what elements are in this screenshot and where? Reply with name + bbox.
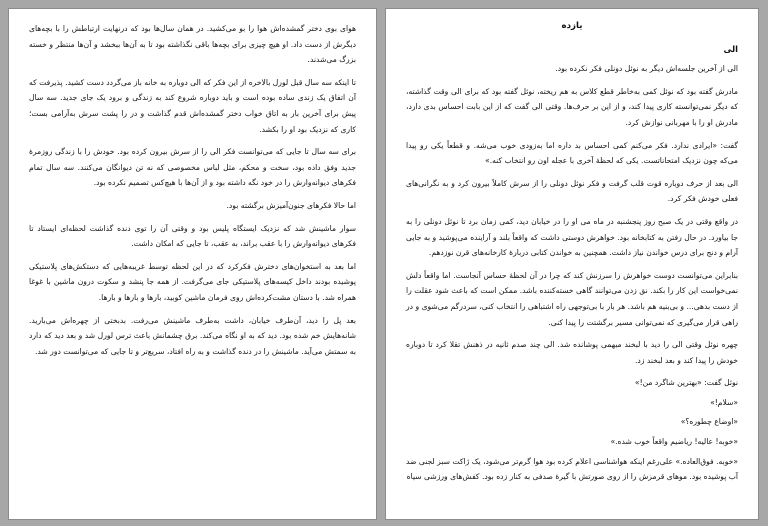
paragraph: «خوبه. فوق‌العاده.» علی‌رغم اینکه هواشناسی اعلام کرده بود هوا گرم‌تر می‌شود، یک ژاکت سبز لجنی ضد آب پوشیده بود. موهای قرمزش را از روی صورتش با گیرهٔ صدفی به کنار زده بود. کفش‌های ورزشی سیاه xyxy=(406,456,738,482)
paragraph: برای سه سال تا جایی که می‌توانست فکر الی را از سرش بیرون کرده بود. خودش را با زندگی روزمره‌ٔ جدید وفق داده بود، سخت و محکم، مثل لباس مخصوصی که نه تن دیوانگان می‌کنند. سه سال تمام فکرهای دیوانه‌وارش را در خود نگه داشته بود و از آن‌ها با هیچ‌کس تصمیم نکرده بود. xyxy=(29,147,356,188)
paragraph: مادرش گفته بود که نوئل کمی به‌خاطر قطع کلاس به هم ریخته، نوئل گفته بود که برای الی وقت گذاشته، که دیگر نمی‌توانسته کاری پیدا کند، و از این بر حرف‌ها. وقتی الی گفت که از این بابت احساس بدی دارد، مادرش او را با مهربانی نوازش کرد. xyxy=(406,86,738,127)
paragraph: بعد پل را دید، آن‌طرف خیابان، داشت به‌طرف ماشینش می‌رفت. بدبختی از چهره‌اش می‌بارید. شانه‌هایش خم شده بود. دید که به او نگاه می‌کند. برق چشمانش باعث ترس لورل شد و بعد دید که دارد به سمتش می‌آید. ماشینش را در دنده گذاشت و به راه افتاد، سریع‌تر و تا جایی که می‌توانست دور شد. xyxy=(29,315,356,356)
right-page xyxy=(385,8,759,520)
paragraph: هوای بوی دختر گمشده‌اش هوا را بو می‌کشید. در همان سال‌ها بود که درنهایت ارتباطش را با بچه‌های دیگرش از دست داد. او هیچ چیزی برای بچه‌ها باقی نگذاشته بود تا به آن‌ها ببخشد و آن‌ها منتظر و خسته بزرگ می‌شدند. xyxy=(29,24,356,65)
paragraph: در واقع وقتی در یک صبح روز پنجشنبه در ماه می او را در خیابان دید، کمی زمان برد تا نوئل دونلی را به جا بیاورد. در حال رفتن به کتابخانه بود. خواهرش دوستی داشت که واقعاً بلند و آراینده می‌پوشید و به جایی آرام و دنج برای درس خواندن نیاز داشت. همچنین به خواندن کتابی دربارهٔ کارخانه‌های قرن نوزدهم. xyxy=(406,216,738,258)
paragraph: سوار ماشینش شد که نزدیک ایستگاه پلیس بود و وقتی آن را توی دنده گذاشت لحظه‌ای ایستاد تا فکرهای دیوانه‌وارش را با عقب براند، به عقب، تا جایی که امکان داشت. xyxy=(29,223,356,249)
paragraph: الی از آخرین جلسه‌اش دیگر به نوئل دونلی فکر نکرده بود. xyxy=(555,64,738,74)
paragraph: الی بعد از حرف دوباره قوت قلب گرفت و فکر نوئل دونلی را از سرش کاملاً بیرون کرد و به نگرانی‌های فعلی خودش فکر کرد. xyxy=(406,178,738,204)
dialogue-line: «سلام!» xyxy=(710,397,738,407)
dialogue-line: «اوضاع چطوره؟» xyxy=(680,417,738,427)
paragraph: اما حالا فکرهای جنون‌آمیزش برگشته بود. xyxy=(226,200,356,210)
paragraph: بنابراین می‌توانست دوست خواهرش را سرزنش کند که چرا در آن لحظهٔ حساس آنجاست. اما واقعاً دلش نمی‌خواست این کار را بکند. نق زدن می‌توانند گاهی خسته‌کننده باشد. ممکن است که باعث شود عقلت را از دست بدهی... و بی‌بنیه هم باشد. هر بار با بی‌توجهی راه اشتباهی را انتخاب کنی، سردرگم می‌شوی و در راهی قرار می‌گیری که نمی‌توانی مسیر برگشتت را پیدا کنی. xyxy=(406,270,738,327)
paragraph: چهره نوئل وقتی الی را دید با لبخند مبهمی پوشانده شد. الی چند صدم ثانیه در ذهنش تقلا کرد تا دوباره خودش را پیدا کند و بعد لبخند زد. xyxy=(406,340,738,365)
dialogue-line: نوئل گفت: «بهترین شاگرد من!» xyxy=(634,378,738,388)
left-page xyxy=(8,8,377,520)
paragraph: اما بعد به استخوان‌های دخترش فکرکرد که در این لحظه توسط غریبه‌هایی که دستکش‌های پلاستیکی پوشیده بودند داخل کیسه‌های پلاستیکی جای می‌گرفت. از همه جا پنشد و سکوت درون ماشین با غوغا همراه شد. با دستان مشت‌کرده‌اش روی فرمان ماشین کوبید، بارها و بارها و بارها. xyxy=(29,261,356,302)
paragraph: تا اینکه سه سال قبل لورل بالاخره از این فکر که الی دوباره به خانه باز می‌گردد دست کشید. پذیرفت که آن اتفاق یک زندی ساده بوده است و باید دوباره شروع کند به زندگی و برود یک جای جدید. سه سال پیش برای آخرین بار به اتاق خواب دختر گمشده‌اش قدم گذاشت و در را پشت سرش به‌آرامی بست؛ کاری که نزدیک بود او را بکشد. xyxy=(29,77,356,134)
paragraph: گفت: «ایرادی ندارد. فکر می‌کنم کمی احساس بد داره اما به‌زودی خوب می‌شه. و قطعاً یکی رو پیدا می‌که چون نزدیک امتحاناتست. یکی که لحظهٔ آخری با عجله اون رو انتخاب کنه.» xyxy=(406,140,738,166)
dialogue-line: «خوبه! عالیه! ریاضیم واقعاً خوب شده.» xyxy=(610,437,738,447)
chapter-title: یازده xyxy=(561,21,583,31)
section-heading: الی xyxy=(723,43,738,54)
